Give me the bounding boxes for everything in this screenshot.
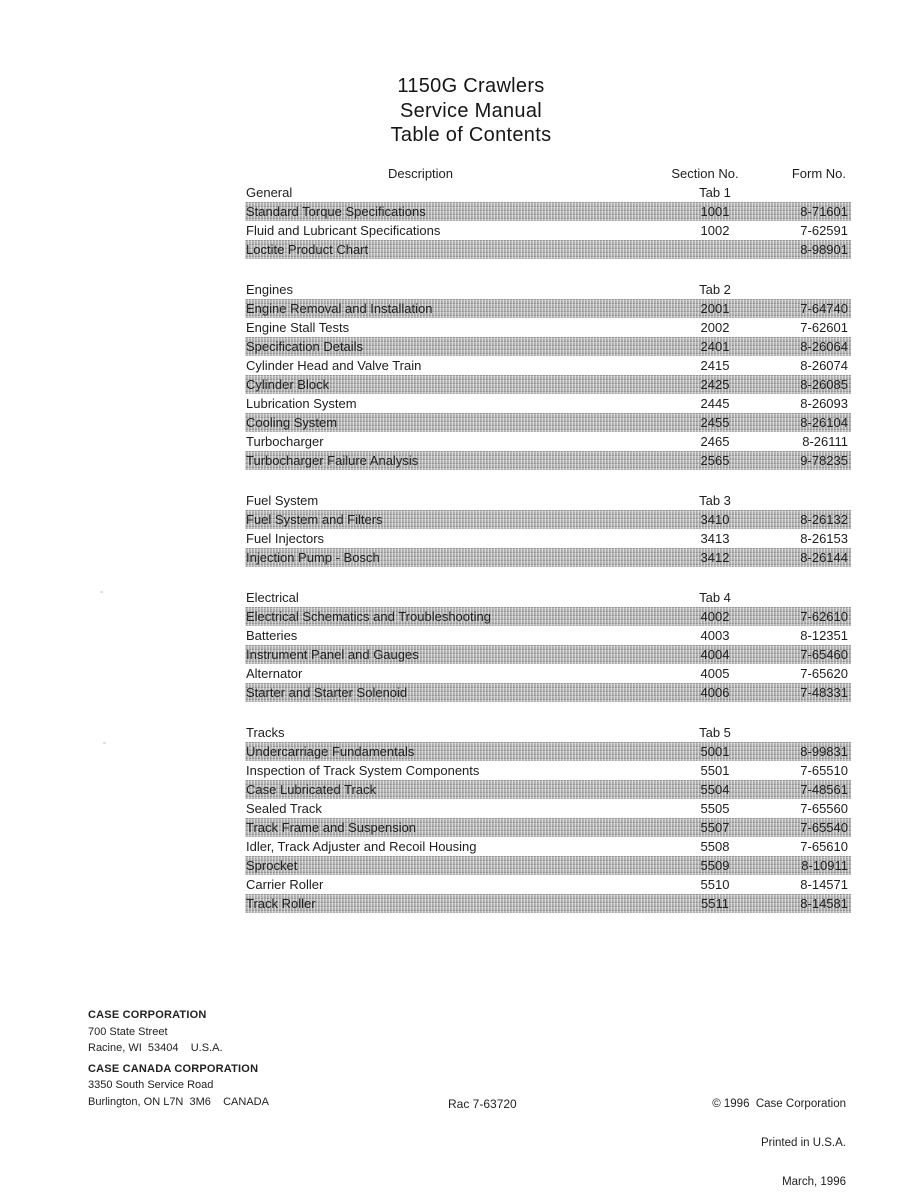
printed-line: Printed in U.S.A. <box>760 1137 846 1149</box>
row-form-no: 8-12351 <box>800 628 848 643</box>
scan-artifact <box>103 742 106 744</box>
toc-row <box>245 240 851 259</box>
row-description: Cylinder Block <box>246 377 330 392</box>
toc-row <box>245 202 851 221</box>
toc-row <box>245 664 851 683</box>
row-section-no: 3413 <box>700 531 730 546</box>
toc-row <box>245 337 851 356</box>
row-description: Carrier Roller <box>246 877 324 892</box>
row-description: Alternator <box>246 666 303 681</box>
row-section-no: 1002 <box>700 223 730 238</box>
row-description: Fluid and Lubricant Specifications <box>246 223 441 238</box>
row-section-no: 2001 <box>700 301 730 316</box>
row-description: Specification Details <box>246 339 364 354</box>
row-section-no: 4002 <box>700 609 730 624</box>
us-corporation-name: CASE CORPORATION <box>88 1009 207 1021</box>
section-tab: Tab 3 <box>699 493 731 508</box>
section-tab: Tab 1 <box>699 185 731 200</box>
toc-row <box>245 375 851 394</box>
toc-row <box>245 683 851 702</box>
row-description: Lubrication System <box>246 396 357 411</box>
title-line-2: Service Manual <box>399 99 543 122</box>
row-section-no: 2445 <box>700 396 730 411</box>
document-title <box>245 74 697 148</box>
row-description: Undercarriage Fundamentals <box>246 744 415 759</box>
row-description: Case Lubricated Track <box>246 782 377 797</box>
toc-row <box>245 645 851 664</box>
toc-row <box>245 894 851 913</box>
row-section-no: 2415 <box>700 358 730 373</box>
row-section-no: 5509 <box>700 858 730 873</box>
row-section-no: 5501 <box>700 763 730 778</box>
row-section-no: 2401 <box>700 339 730 354</box>
row-form-no: 8-71601 <box>800 204 848 219</box>
row-section-no: 2425 <box>700 377 730 392</box>
row-form-no: 7-62591 <box>800 223 848 238</box>
row-form-no: 7-64740 <box>800 301 848 316</box>
toc-row <box>245 451 851 470</box>
us-city-line: Racine, WI 53404 U.S.A. <box>88 1042 223 1054</box>
column-header-description: Description <box>387 166 454 181</box>
row-form-no: 7-65540 <box>800 820 848 835</box>
row-form-no: 8-26144 <box>800 550 848 565</box>
toc-row <box>245 875 851 894</box>
toc-row <box>245 394 851 413</box>
section-header-row <box>245 723 851 742</box>
canada-corporation-block <box>88 1061 269 1111</box>
section-header-row <box>245 280 851 299</box>
row-section-no: 4004 <box>700 647 730 662</box>
title-line-1: 1150G Crawlers <box>397 75 545 97</box>
row-description: Track Frame and Suspension <box>246 820 417 835</box>
row-section-no: 1001 <box>700 204 730 219</box>
row-section-no: 5507 <box>700 820 730 835</box>
row-form-no: 8-26153 <box>800 531 848 546</box>
row-section-no: 2455 <box>700 415 730 430</box>
row-section-no: 2465 <box>700 434 730 449</box>
row-form-no: 8-10911 <box>801 858 848 873</box>
row-form-no: 7-65560 <box>800 801 848 816</box>
row-form-no: 9-78235 <box>800 453 848 468</box>
row-form-no: 8-26104 <box>800 415 848 430</box>
form-reference-number: Rac 7-63720 <box>448 1097 517 1111</box>
toc-row <box>245 432 851 451</box>
row-form-no: 7-62610 <box>800 609 848 624</box>
row-description: Engine Stall Tests <box>246 320 350 335</box>
row-description: Turbocharger <box>246 434 324 449</box>
column-header-form-no: Form No. <box>791 166 846 181</box>
row-section-no: 3410 <box>700 512 730 527</box>
section-header-row <box>245 491 851 510</box>
copyright-line: © 1996 Case Corporation <box>712 1098 846 1110</box>
section-tab: Tab 4 <box>699 590 731 605</box>
title-line-3: Table of Contents <box>390 124 552 147</box>
row-form-no: 7-48561 <box>800 782 848 797</box>
row-form-no: 8-26132 <box>800 512 848 527</box>
row-description: Starter and Starter Solenoid <box>246 685 408 700</box>
us-street: 700 State Street <box>88 1025 168 1038</box>
publisher-addresses <box>88 1007 269 1110</box>
row-description: Sprocket <box>246 858 298 873</box>
row-description: Standard Torque Specifications <box>246 204 426 219</box>
toc-row <box>245 626 851 645</box>
section-tab: Tab 5 <box>699 725 731 740</box>
toc-section <box>245 183 851 259</box>
row-form-no: 8-26093 <box>800 396 848 411</box>
row-section-no: 4006 <box>700 685 730 700</box>
canada-corporation-name: CASE CANADA CORPORATION <box>88 1062 259 1075</box>
toc-row <box>245 780 851 799</box>
toc-row <box>245 742 851 761</box>
toc-section <box>245 280 851 470</box>
row-description: Track Roller <box>246 896 316 911</box>
row-description: Sealed Track <box>246 801 322 816</box>
toc-row <box>245 529 851 548</box>
row-form-no: 8-26085 <box>800 377 848 392</box>
row-section-no: 5508 <box>700 839 730 854</box>
row-description: Idler, Track Adjuster and Recoil Housing <box>246 839 477 854</box>
section-header-row <box>245 183 851 202</box>
toc-section <box>245 588 851 702</box>
toc-row <box>245 761 851 780</box>
row-form-no: 8-99831 <box>800 744 848 759</box>
toc-row <box>245 548 851 567</box>
toc-row <box>245 607 851 626</box>
us-corporation-block <box>88 1007 269 1057</box>
row-form-no: 8-26064 <box>800 339 848 354</box>
row-description: Fuel Injectors <box>246 531 325 546</box>
row-description: Engine Removal and Installation <box>246 301 433 316</box>
toc-column-headers <box>245 164 851 183</box>
row-description: Injection Pump - Bosch <box>246 550 380 565</box>
row-description: Electrical Schematics and Troubleshooting <box>246 609 491 624</box>
toc-section <box>245 723 851 913</box>
toc-sections <box>245 183 851 913</box>
toc-row <box>245 413 851 432</box>
section-header-row <box>245 588 851 607</box>
row-description: Fuel System and Filters <box>246 512 383 527</box>
section-label: Tracks <box>246 725 285 740</box>
section-label: Engines <box>246 282 293 297</box>
row-form-no: 7-48331 <box>800 685 848 700</box>
row-description: Turbocharger Failure Analysis <box>246 453 419 468</box>
section-label: General <box>246 185 293 200</box>
row-form-no: 7-62601 <box>800 320 848 335</box>
row-section-no: 5504 <box>700 782 730 797</box>
section-tab: Tab 2 <box>699 282 731 297</box>
row-section-no: 5505 <box>700 801 730 816</box>
row-section-no: 3412 <box>700 550 730 565</box>
copyright-block <box>712 1072 846 1202</box>
row-description: Cooling System <box>246 415 338 430</box>
section-label: Electrical <box>246 590 299 605</box>
canada-street: 3350 South Service Road <box>88 1079 214 1091</box>
section-label: Fuel System <box>246 493 319 508</box>
row-section-no: 5001 <box>700 744 730 759</box>
toc-row <box>245 818 851 837</box>
row-form-no: 8-98901 <box>800 242 848 257</box>
toc-section <box>245 491 851 567</box>
row-section-no: 2002 <box>700 320 730 335</box>
row-description: Cylinder Head and Valve Train <box>246 358 422 373</box>
row-form-no: 7-65610 <box>800 839 848 854</box>
row-description: Instrument Panel and Gauges <box>246 647 419 662</box>
toc-row <box>245 510 851 529</box>
row-form-no: 7-65510 <box>800 763 848 778</box>
toc-row <box>245 856 851 875</box>
toc-row <box>245 837 851 856</box>
row-section-no: 4003 <box>700 628 730 643</box>
row-form-no: 8-14581 <box>800 896 848 911</box>
row-section-no: 5510 <box>700 877 730 892</box>
toc-row <box>245 799 851 818</box>
row-section-no: 2565 <box>700 453 730 468</box>
row-description: Loctite Product Chart <box>246 242 369 257</box>
toc-row <box>245 356 851 375</box>
row-form-no: 7-65620 <box>800 666 848 681</box>
toc-row <box>245 299 851 318</box>
date-line: March, 1996 <box>782 1176 846 1188</box>
row-section-no: 5511 <box>701 896 729 911</box>
row-form-no: 8-14571 <box>800 877 848 892</box>
column-header-section-no: Section No. <box>671 166 739 181</box>
row-section-no: 4005 <box>700 666 730 681</box>
row-form-no: 8-26111 <box>802 434 848 449</box>
toc-row <box>245 318 851 337</box>
table-of-contents <box>245 164 851 913</box>
row-form-no: 7-65460 <box>800 647 848 662</box>
row-description: Batteries <box>246 628 298 643</box>
toc-row <box>245 221 851 240</box>
row-description: Inspection of Track System Components <box>246 763 480 778</box>
canada-city-line: Burlington, ON L7N 3M6 CANADA <box>88 1095 269 1108</box>
row-form-no: 8-26074 <box>800 358 848 373</box>
scan-artifact <box>100 591 103 593</box>
